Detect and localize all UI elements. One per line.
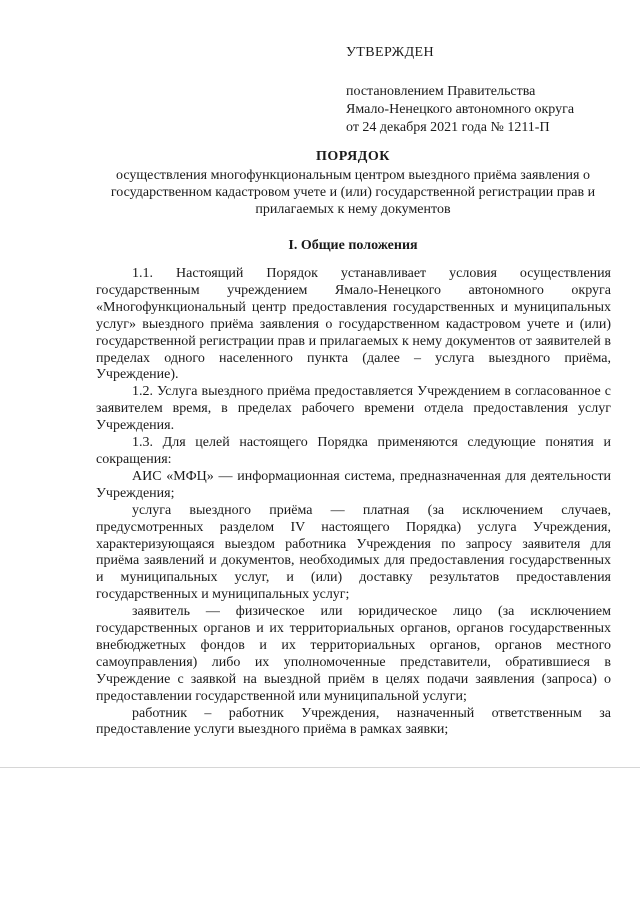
paragraph-1-1: 1.1. Настоящий Порядок устанавливает условия осуществления государственным учреждением Ямало-Ненецкого автономного округа «Многофункциональный центр предоставления государственных и муниципальных услуг» выездного приёма заявления о государственном кадастровом учете и (или) государственной регистрации прав и прилагаемых к нему документов от заявителей в пределах одного населенного пункта (далее – услуга выездного приёма, Учреждение). bbox=[96, 266, 611, 383]
document-body bbox=[96, 266, 611, 739]
definition-service: услуга выездного приёма — платная (за исключением случаев, предусмотренных разделом IV настоящего Порядка) услуга Учреждения, характеризующаяся выездом работника Учреждения по запросу заявителя для приёма заявлений и документов, необходимых для предоставления государственных и муниципальных услуг, и (или) доставку результатов предоставления государственных и муниципальных услуг; bbox=[96, 502, 611, 603]
document-subtitle: осуществления многофункциональным центром выездного приёма заявления о государственном кадастровом учете и (или) государственной регистрации прав и прилагаемых к нему документов bbox=[110, 168, 596, 217]
definition-applicant: заявитель — физическое или юридическое лицо (за исключением государственных органов и их территориальных органов, органов государственных внебюджетных фондов и их территориальных органов, органов местного самоуправления) либо их уполномоченные представители, обратившиеся в Учреждение с заявкой на выездной приём в целях подачи заявления (запроса) о предоставлении государственной или муниципальной услуги; bbox=[96, 604, 611, 704]
definition-worker: работник – работник Учреждения, назначенный ответственным за предоставление услуги выездного приёма в рамках заявки; bbox=[96, 705, 611, 738]
paragraph-1-2: 1.2. Услуга выездного приёма предоставляется Учреждением в согласованное с заявителем время, в пределах рабочего времени отдела предоставления услуг Учреждения. bbox=[96, 384, 611, 434]
paragraph-1-3: 1.3. Для целей настоящего Порядка применяются следующие понятия и сокращения: bbox=[96, 435, 611, 467]
approval-line-3: от 24 декабря 2021 года № 1211-П bbox=[346, 120, 550, 135]
document-heading bbox=[88, 148, 618, 218]
approval-line-2: Ямало-Ненецкого автономного округа bbox=[346, 102, 575, 117]
approval-title: УТВЕРЖДЕН bbox=[346, 45, 435, 60]
blank-area bbox=[0, 768, 640, 905]
section-title: I. Общие положения bbox=[288, 238, 418, 253]
document-name: ПОРЯДОК bbox=[316, 149, 390, 164]
approval-line-1: постановлением Правительства bbox=[346, 84, 536, 99]
definition-ais-mfc: АИС «МФЦ» — информационная система, предназначенная для деятельности Учреждения; bbox=[96, 468, 611, 501]
approval-block bbox=[346, 44, 606, 137]
